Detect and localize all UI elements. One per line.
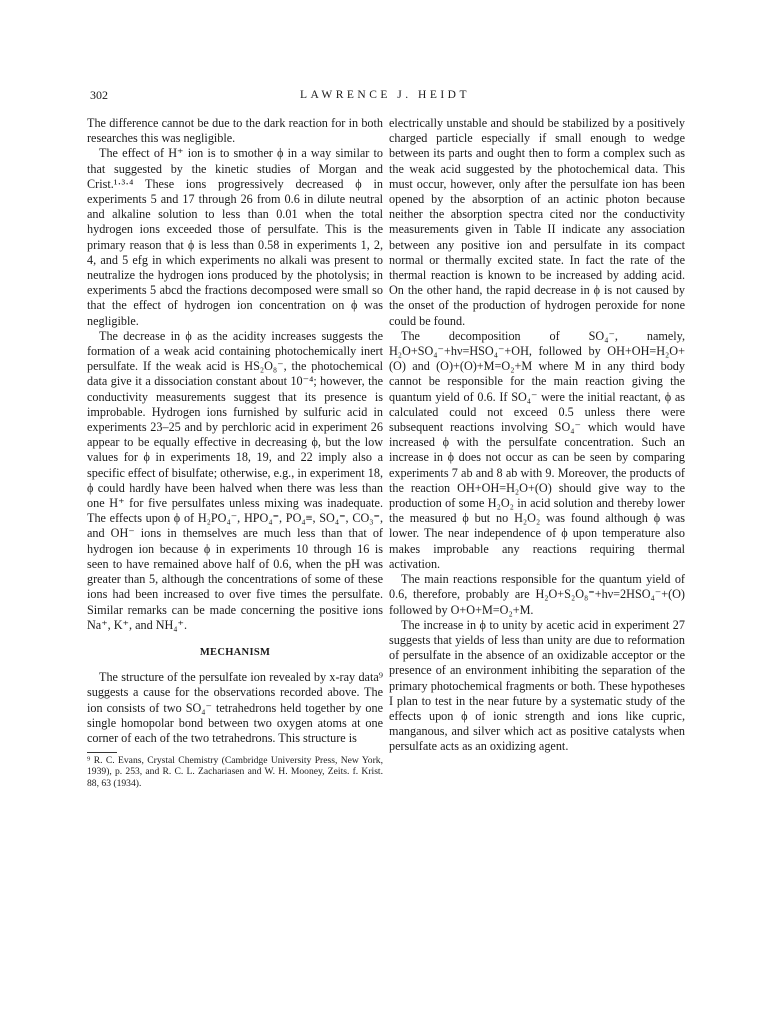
section-heading: MECHANISM <box>199 646 271 658</box>
running-head: LAWRENCE J. HEIDT <box>299 89 471 101</box>
page-number: 302 <box>90 88 108 102</box>
paragraph: The increase in ϕ to unity by acetic acid in experiment 27 suggests that yields of less than unity are due to reformation of persulfate in the absence of an oxidizable acceptor or the presence of an environment inhibiting the separation of the primary photochemical fragments or both. These hypotheses I plan to test in the near future by a systematic study of the effects upon ϕ of ionic strength and ions like cupric, manganous, and silver which act as positive catalysts when persulfate acts as an oxidizing agent. <box>389 617 685 754</box>
page-header <box>90 88 680 104</box>
right-column <box>389 116 685 755</box>
footnote: ⁹ R. C. Evans, Crystal Chemistry (Cambridge University Press, New York, 1939), p. 253, and R. C. L. Zachariasen and W. H. Mooney, Zeits. f. Krist. 88, 63 (1934). <box>87 755 383 789</box>
paragraph: The decomposition of SO₄⁻, namely, H₂O+SO₄⁻+hν=HSO₄⁻+OH, followed by OH+OH=H₂O+(O) and (O)+(O)+M=O₂+M where M in any third body cannot be responsible for the main reaction giving the quantum yield of 0.6. If SO₄⁻ were the initial reactant, ϕ as calculated could not exceed 0.5 unless there were subsequent reactions involving SO₄⁻ which would have increased ϕ with the persulfate concentration. Such an increase in ϕ does not occur as can be seen by comparing experiments 7 ab and 8 ab with 9. Moreover, the products of the reaction OH+OH=H₂O+(O) should give way to the production of some H₂O₂ in acid solution and thereby lower the measured ϕ but no H₂O₂ was found although ϕ was lower. The near independence of ϕ upon temperature also makes improbable any reactions requiring thermal activation. <box>389 328 685 571</box>
paragraph: The main reactions responsible for the quantum yield of 0.6, therefore, probably are H₂O+S₂O₈⁼+hν=2HSO₄⁻+(O) followed by O+O+M=O₂+M. <box>389 572 685 617</box>
paragraph: The effect of H⁺ ion is to smother ϕ in a way similar to that suggested by the kinetic studies of Morgan and Crist.¹·³·⁴ These ions progressively decreased ϕ in experiments 5 and 17 through 26 from 0.6 in dilute neutral and alkaline solution to less than 0.01 when the total hydrogen ions exceeded those of persulfate. This is the primary reason that ϕ is less than 0.58 in experiments 1, 2, 4, and 5 efg in which experiments no alkali was present to neutralize the hydrogen ions produced by the photolysis; in experiments 5 abcd the fractions decomposed were small so that the effect of hydrogen ion concentration on ϕ was negligible. <box>87 146 383 328</box>
footnote-rule <box>87 752 117 753</box>
paragraph: The difference cannot be due to the dark reaction for in both researches this was negligible. <box>87 116 383 146</box>
paragraph: The decrease in ϕ as the acidity increases suggests the formation of a weak acid containing photochemically inert persulfate. If the weak acid is HS₂O₈⁻, the photochemical data give it a dissociation constant about 10⁻⁴; however, the conductivity measurements suggest that its presence is improbable. Hydrogen ions furnished by sulfuric acid in experiments 23–25 and by perchloric acid in experiment 26 appear to be equally effective in decreasing ϕ, but the low values for ϕ in experiments 18, 19, and 22 imply also a specific effect of bisulfate; otherwise, e.g., in experiment 18, ϕ could hardly have been halved when there was less than one H⁺ for five persulfates unless mixing was inadequate. The effects upon ϕ of H₂PO₄⁻, HPO₄⁼, PO₄≡, SO₄⁼, CO₃⁼, and OH⁻ ions in themselves are much less than that of hydrogen ion because ϕ in experiments 10 through 16 is seen to have remained above half of 0.6, when the pH was greater than 5, although the concentrations of some of these ions had been increased to over five times the persulfate. Similar remarks can be made concerning the positive ions Na⁺, K⁺, and NH₄⁺. <box>87 328 383 632</box>
left-column <box>87 116 383 789</box>
paragraph: The structure of the persulfate ion revealed by x-ray data⁹ suggests a cause for the observations recorded above. The ion consists of two SO₄⁻ tetrahedrons held together by one single homopolar bond between two oxygen atoms at one corner of each of the two tetrahedrons. This structure is <box>87 670 383 745</box>
paragraph: electrically unstable and should be stabilized by a positively charged particle especially if small enough to wedge between its parts and ought then to form a complex such as the weak acid suggested by the photochemical data. This must occur, however, only after the persulfate ion has been opened by the absorption of an actinic photon because neither the absorption spectra cited nor the conductivity measurements given in Table II indicate any association between any positive ion and persulfate in its compact normal or thermally excited state. In fact the rate of the thermal reaction is known to be increased by adding acid. On the other hand, the rapid decrease in ϕ is not caused by the onset of the production of hydrogen peroxide for none could be found. <box>389 116 685 328</box>
